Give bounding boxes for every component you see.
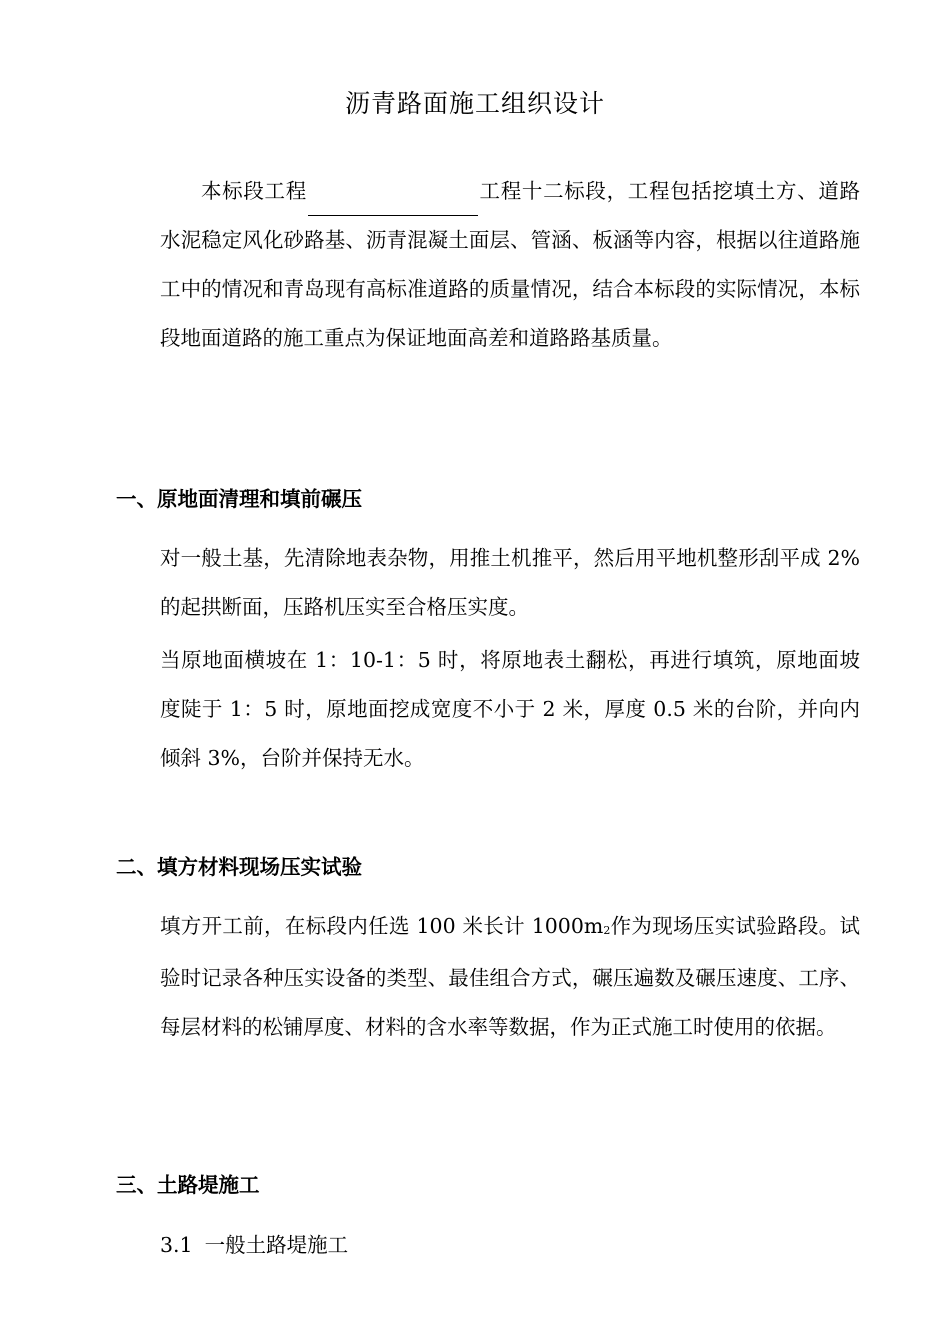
section-3-heading: 三、土路堤施工 — [116, 1173, 260, 1197]
section-1-paragraph-2: 当原地面横坡在 1：10-1：5 时，将原地表土翻松，再进行填筑，原地面坡度陡于 1：5 时，原地面挖成宽度不小于 2 米，厚度 0.5 米的台阶，并向内倾斜 3%，台阶并保持无水。 — [160, 648, 860, 770]
section-2-text-start: 填方开工前，在标段内任选 100 米长计 1000m — [160, 914, 604, 938]
section-2-heading: 二、填方材料现场压实试验 — [116, 855, 362, 879]
document-title: 沥青路面施工组织设计 — [344, 89, 605, 118]
section-1-paragraph-1: 对一般土基，先清除地表杂物，用推土机推平，然后用平地机整形刮平成 2%的起拱断面，压路机压实至合格压实度。 — [160, 546, 860, 619]
subsection-3-1-heading — [160, 1230, 348, 1260]
intro-paragraph — [160, 167, 860, 363]
section-1-heading: 一、原地面清理和填前碾压 — [116, 487, 362, 511]
subsection-title: 一般土路堤施工 — [204, 1233, 349, 1257]
subsection-number: 3.1 — [160, 1233, 193, 1257]
project-name-blank — [308, 191, 478, 216]
area-unit-subscript: 2 — [603, 924, 611, 937]
intro-text-start: 本标段工程 — [201, 179, 307, 203]
section-2-text-rest: 作为现场压实试验路段。试验时记录各种压实设备的类型、最佳组合方式，碾压遍数及碾压速度、工序、每层材料的松铺厚度、材料的含水率等数据，作为正式施工时使用的依据。 — [160, 914, 860, 1039]
section-2-paragraph — [160, 902, 860, 1052]
intro-text-rest: 工程十二标段，工程包括挖填土方、道路水泥稳定风化砂路基、沥青混凝土面层、管涵、板涵等内容，根据以往道路施工中的情况和青岛现有高标准道路的质量情况，结合本标段的实际情况，本标段地面道路的施工重点为保证地面高差和道路路基质量。 — [160, 179, 861, 350]
